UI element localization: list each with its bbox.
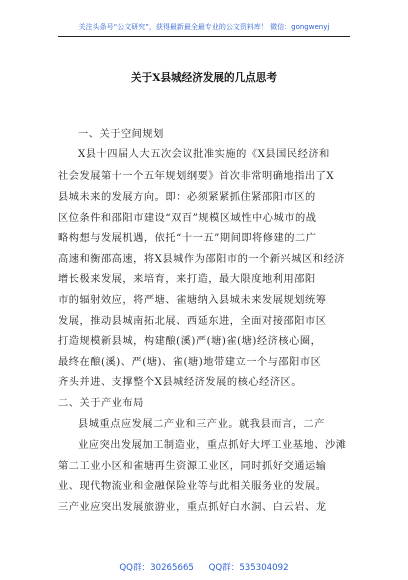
- paragraph-line: 业应突出发展加工制造业，重点抓好大坪工业基地、沙滩: [78, 440, 347, 451]
- qq-group-1: QQ群：30265665: [119, 563, 194, 573]
- paragraph-line: 齐头并进、支撑整个X县城经济发展的核心经济区。: [58, 377, 303, 388]
- paragraph-line: 社会发展第十一个五年规划纲要》首次非常明确地指出了X: [58, 171, 335, 182]
- paragraph-line: 略构想与发展机遇，依托“十一五”期间即将修建的二广: [58, 233, 317, 244]
- paragraph-line: 市的辐射效应，将严塘、雀塘纳入县城未来发展规划统筹: [58, 295, 327, 306]
- paragraph-line: 增长极来发展，来培育，来打造，最大限度地利用邵阳: [58, 274, 316, 285]
- section-heading-2: 县城重点应发展二产业和三产业。就我县而言，二产: [78, 419, 325, 430]
- paragraph-line: 最终在酿(溪)、严(塘)、雀(塘)地带建立一个与邵阳市区: [58, 357, 322, 368]
- page-footer: [0, 561, 408, 573]
- paragraph-line: 第二工业小区和雀塘再生资源工业区，同时抓好交通运输: [58, 461, 327, 472]
- qq-group-2: QQ群：535304092: [208, 563, 289, 573]
- paragraph-line: [58, 521, 350, 535]
- header-divider: [58, 36, 350, 37]
- paragraph-line: 县城未来的发展方向。即：必须紧紧抓住紧邵阳市区的: [58, 192, 316, 203]
- paragraph-line: X县十四届人大五次会议批准实施的《X县国民经济和: [78, 149, 330, 160]
- document-title: 关于X县城经济发展的几点思考: [131, 72, 277, 84]
- paragraph-line: 二、关于产业布局: [58, 398, 144, 409]
- paragraph-line: 区位条件和邵阳市建设“双百”规模区域性中心城市的战: [58, 213, 317, 224]
- paragraph-line: 打造规模新县城，构建酿(溪)严(塘)雀(塘)经济核心圈，: [58, 336, 322, 347]
- page-header-notice: 关注头条号“公文研究”，获得最新最全最专业的公文资料库！ 微信：gongwenyj: [78, 23, 330, 31]
- section-heading-1: 一、关于空间规划: [78, 129, 164, 140]
- paragraph-line: 发展，推动县城南拓北展、西延东进，全面对接邵阳市区: [58, 316, 327, 327]
- paragraph-line: 高速和衡邵高速，将X县城作为邵阳市的一个新兴城区和经济: [58, 254, 345, 265]
- paragraph-line: 业、现代物流业和金融保险业等与此相关服务业的发展。: [58, 481, 327, 492]
- paragraph-line: 三产业应突出发展旅游业，重点抓好白水洞、白云岩、龙: [58, 502, 327, 513]
